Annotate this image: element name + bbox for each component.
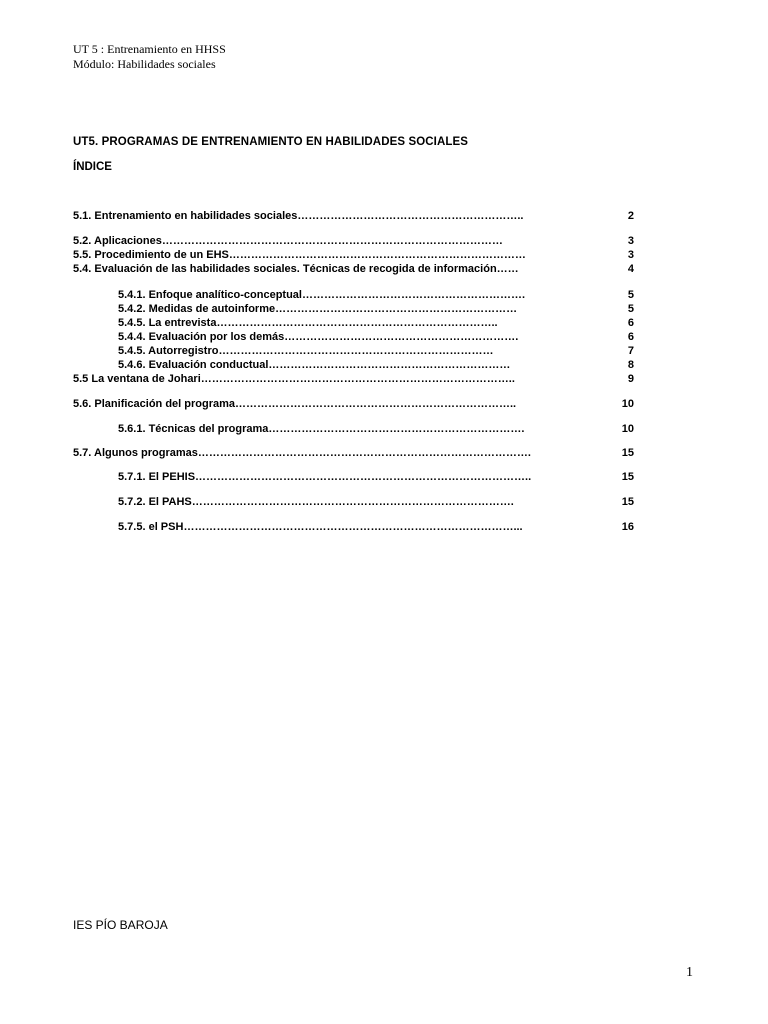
toc-entry-label: 5.4.1. Enfoque analítico-conceptual	[118, 289, 302, 301]
toc-entry[interactable]	[73, 262, 597, 276]
toc-entry-label: 5.7.1. El PEHIS	[118, 471, 196, 483]
toc-entry-label: 5.1. Entrenamiento en habilidades sociales	[73, 210, 298, 222]
toc-entry-label: 5.4.2. Medidas de autoinforme	[118, 303, 276, 315]
toc-entry-page: 4	[627, 263, 634, 275]
toc-entry-page: 15	[621, 471, 634, 483]
toc-entry[interactable]	[73, 248, 588, 262]
toc-entry-page: 3	[627, 235, 634, 247]
toc-entry-leader: …………………………………………………………………..	[216, 317, 498, 329]
toc-entry-label: 5.4. Evaluación de las habilidades sociales. Técnicas de recogida de información	[73, 263, 497, 275]
toc-entry-label: 5.5. Procedimiento de un EHS	[73, 249, 229, 261]
toc-entry-label: 5.5 La ventana de Johari	[73, 373, 201, 385]
toc-entry-page: 7	[627, 345, 634, 357]
toc-entry[interactable]	[118, 495, 598, 509]
header-line-1: UT 5 : Entrenamiento en HHSS	[73, 42, 226, 56]
toc-entry-page: 6	[627, 317, 634, 329]
toc-entry[interactable]	[118, 470, 596, 484]
toc-entry-page: 2	[627, 210, 634, 222]
toc-entry-leader: ……	[496, 263, 519, 275]
toc-entry-label: 5.6.1. Técnicas del programa	[118, 423, 269, 435]
footer-school-name: IES PÍO BAROJA	[73, 918, 168, 932]
toc-entry-label: 5.4.6. Evaluación conductual	[118, 359, 269, 371]
toc-entry[interactable]	[118, 316, 592, 330]
header-line-2: Módulo: Habilidades sociales	[73, 57, 216, 71]
toc-entry-label: 5.7.2. El PAHS	[118, 496, 192, 508]
toc-entry[interactable]	[118, 520, 598, 534]
toc-entry-page: 16	[621, 521, 634, 533]
toc-entry-leader: …………………………………………………………….	[268, 423, 525, 435]
page-number: 1	[686, 965, 693, 980]
toc-entry[interactable]	[73, 372, 588, 386]
toc-entry-leader: …………………………………………………………………	[218, 345, 494, 357]
toc-entry-leader: ………………………………………………………………………………..	[195, 471, 532, 483]
toc-entry-leader: …………………………………………………………………..	[235, 398, 517, 410]
toc-entry-leader: …………………………………………………………	[268, 359, 511, 371]
toc-entry-leader: …………………………………………………………………………..	[200, 373, 515, 385]
toc-entry-page: 8	[627, 359, 634, 371]
toc-entry-label: 5.7. Algunos programas	[73, 447, 198, 459]
document-title: UT5. PROGRAMAS DE ENTRENAMIENTO EN HABILIDADES SOCIALES	[73, 136, 469, 148]
toc-entry-page: 5	[627, 303, 634, 315]
toc-entry-label: 5.7.5. el PSH	[118, 521, 184, 533]
toc-entry-page: 10	[621, 423, 634, 435]
toc-entry-leader: ………………………………………………………………………	[228, 249, 526, 261]
toc-entry-leader: ……………………………………………………….	[284, 331, 519, 343]
toc-entry-page: 10	[621, 398, 634, 410]
toc-entry[interactable]	[73, 234, 588, 248]
toc-entry-page: 15	[621, 447, 634, 459]
toc-entry-label: 5.4.5. La entrevista	[118, 317, 217, 329]
toc-entry[interactable]	[118, 344, 592, 358]
toc-entry-leader: …………………………………………………….	[301, 289, 526, 301]
toc-entry[interactable]	[118, 358, 592, 372]
toc-entry-leader: ……………………………………………………..	[297, 210, 524, 222]
toc-entry[interactable]	[73, 446, 593, 460]
toc-entry-page: 6	[627, 331, 634, 343]
toc-entry[interactable]	[73, 397, 591, 411]
toc-entry-leader: …………………………………………………………………………….	[191, 496, 514, 508]
toc-entry-label: 5.2. Aplicaciones	[73, 235, 162, 247]
toc-entry-leader: ………………………………………………………………………………...	[183, 521, 523, 533]
toc-entry-page: 15	[621, 496, 634, 508]
toc-entry-label: 5.6. Planificación del programa	[73, 398, 235, 410]
toc-entry-leader: …………………………………………………………………………………	[161, 235, 503, 247]
toc-entry-page: 9	[627, 373, 634, 385]
toc-entry-page: 5	[627, 289, 634, 301]
toc-entry[interactable]	[118, 288, 592, 302]
toc-entry-label: 5.4.5. Autorregistro	[118, 345, 219, 357]
toc-entry[interactable]	[118, 330, 592, 344]
toc-entry[interactable]	[73, 209, 588, 223]
toc-entry-label: 5.4.4. Evaluación por los demás	[118, 331, 285, 343]
index-heading: ÍNDICE	[73, 161, 112, 173]
toc-entry-page: 3	[627, 249, 634, 261]
toc-entry[interactable]	[118, 302, 590, 316]
toc-entry-leader: ……………………………………………………………………………….	[197, 447, 531, 459]
toc-entry[interactable]	[118, 422, 591, 436]
toc-entry-leader: …………………………………………………………	[275, 303, 518, 315]
